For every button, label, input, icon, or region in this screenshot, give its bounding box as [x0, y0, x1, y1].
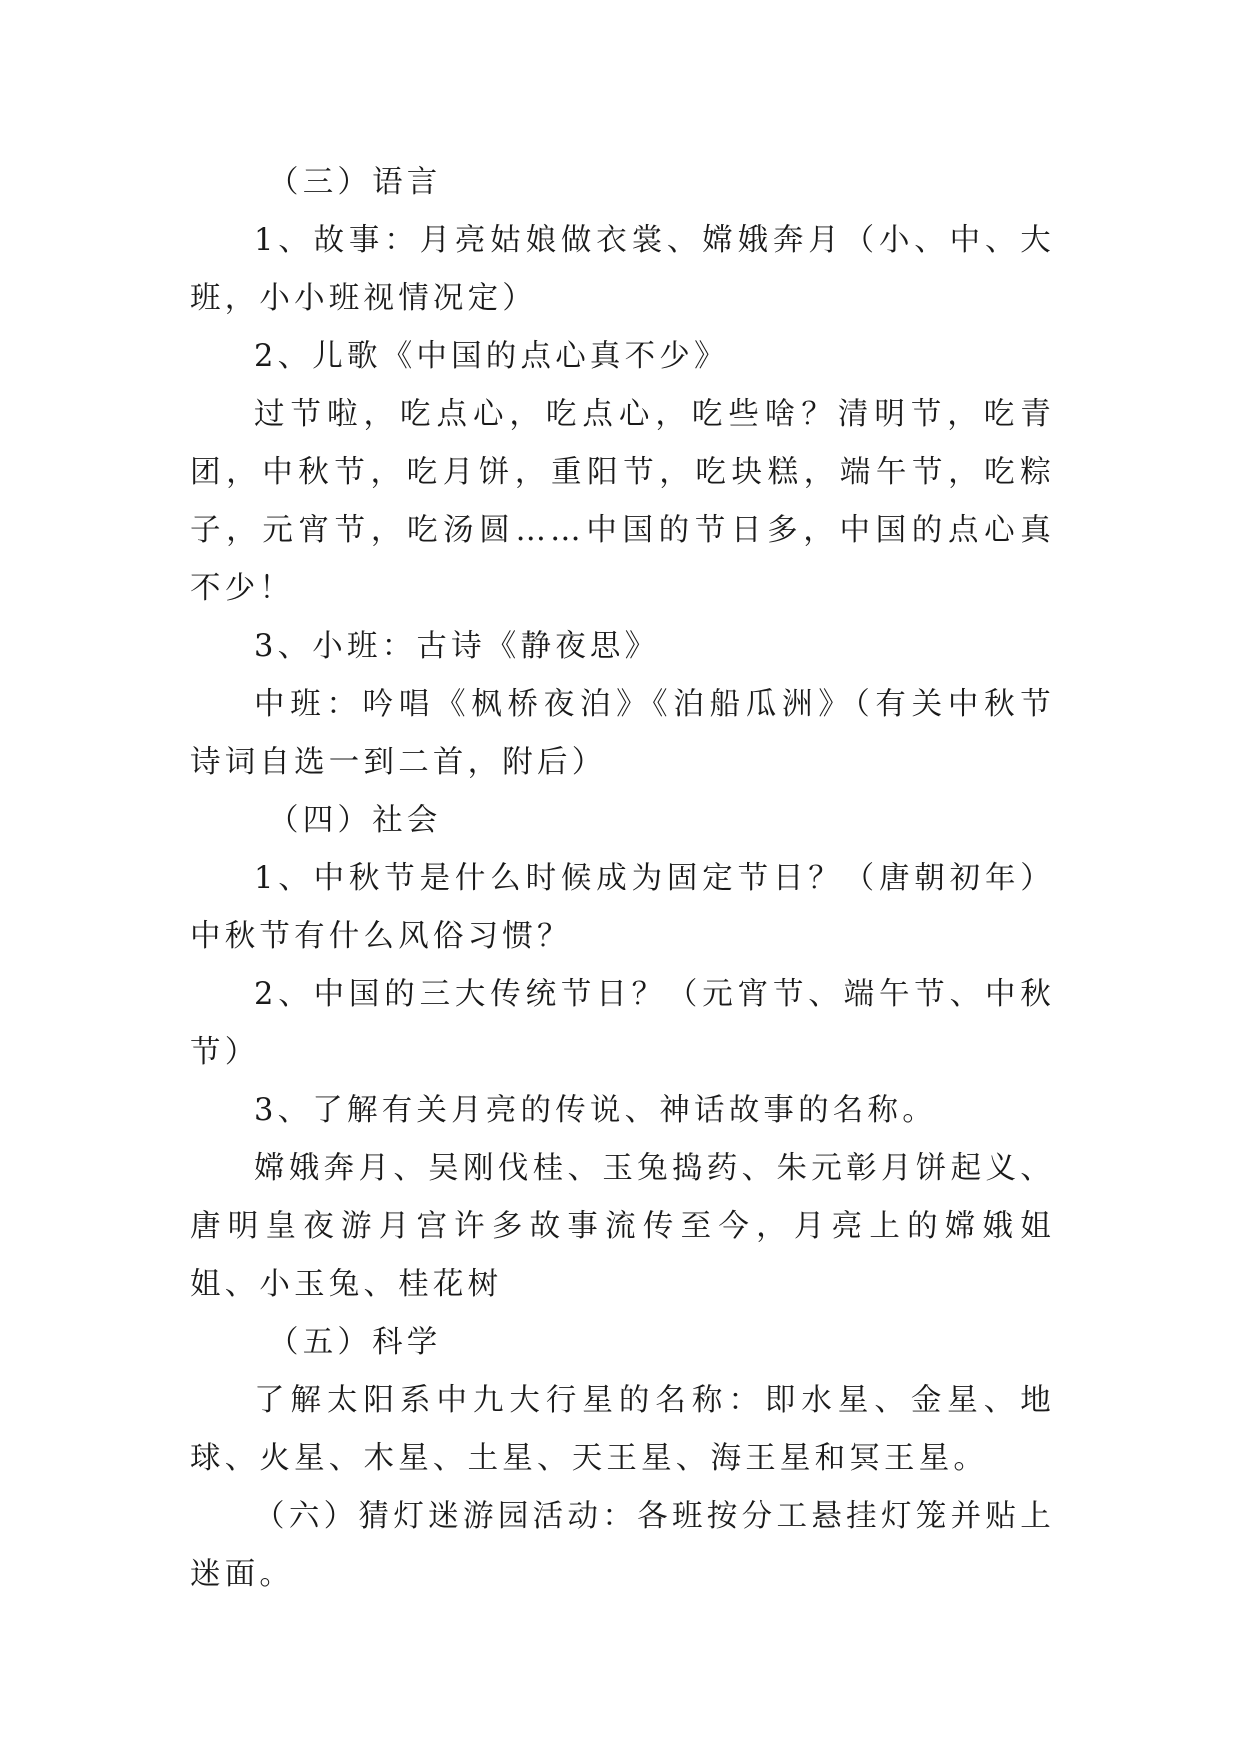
section-heading-society: （四）社会 — [268, 803, 442, 838]
section-heading-science: （五）科学 — [268, 1325, 442, 1360]
paragraph-three-festivals: 2、中国的三大传统节日？（元宵节、端午节、中秋节） — [190, 977, 1055, 1070]
paragraph-planets: 了解太阳系中九大行星的名称：即水星、金星、地球、火星、木星、土星、天王星、海王星和冥王星。 — [190, 1383, 1055, 1476]
section-heading-language: （三）语言 — [268, 165, 442, 200]
paragraph-lantern-riddles: （六）猜灯迷游园活动：各班按分工悬挂灯笼并贴上迷面。 — [190, 1499, 1055, 1592]
paragraph-middle-class-poems: 中班：吟唱《枫桥夜泊》《泊船瓜洲》（有关中秋节诗词自选一到二首，附后） — [190, 687, 1055, 780]
paragraph-nursery-rhyme-text: 过节啦，吃点心，吃点心，吃些啥？清明节，吃青团，中秋节，吃月饼，重阳节，吃块糕，端午节，吃粽子，元宵节，吃汤圆……中国的节日多，中国的点心真不少！ — [190, 397, 1055, 606]
paragraph-nursery-rhyme-title: 2、儿歌《中国的点心真不少》 — [254, 339, 729, 374]
paragraph-legend-list: 嫦娥奔月、吴刚伐桂、玉兔捣药、朱元彰月饼起义、唐明皇夜游月宫许多故事流传至今，月亮上的嫦娥姐姐、小玉兔、桂花树 — [190, 1151, 1055, 1302]
document-body — [190, 154, 1055, 1604]
paragraph-festival-origin: 1、中秋节是什么时候成为固定节日？（唐朝初年）中秋节有什么风俗习惯？ — [190, 861, 1055, 954]
paragraph-story: 1、故事：月亮姑娘做衣裳、嫦娥奔月（小、中、大班，小小班视情况定） — [190, 223, 1055, 316]
paragraph-small-class-poem: 3、小班：古诗《静夜思》 — [254, 629, 660, 664]
paragraph-moon-legends: 3、了解有关月亮的传说、神话故事的名称。 — [254, 1093, 937, 1128]
